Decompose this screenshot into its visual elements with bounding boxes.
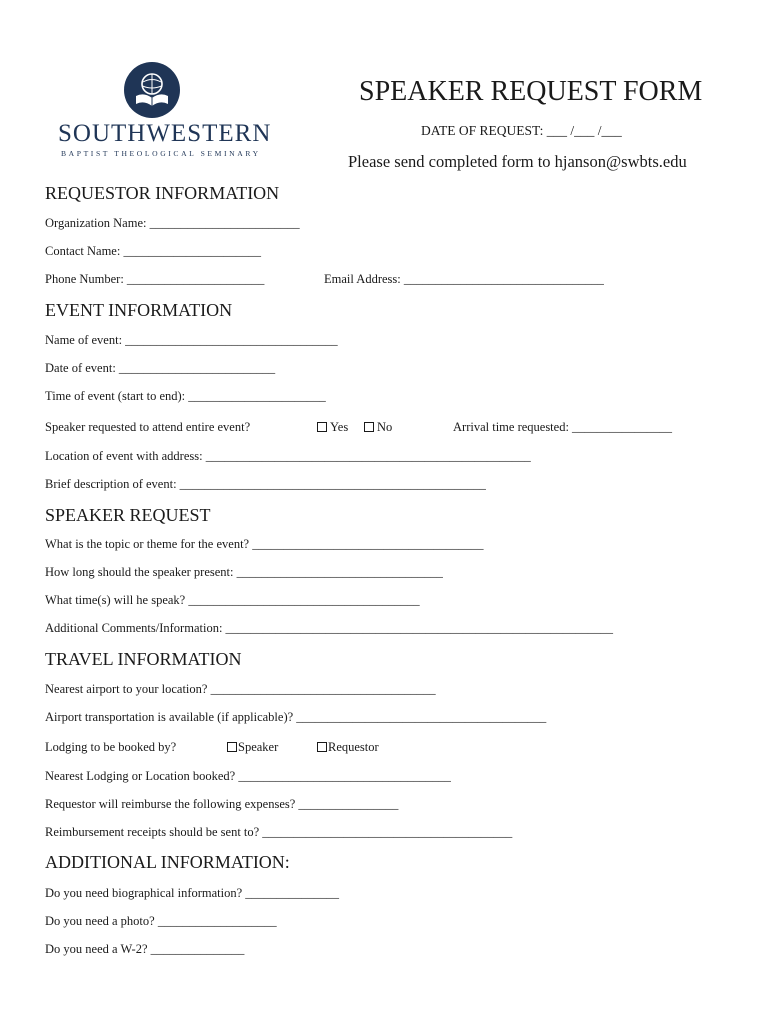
lodging-requestor-option[interactable] bbox=[317, 740, 379, 755]
requestor-option-label: Requestor bbox=[328, 740, 379, 754]
phone-number-field[interactable]: Phone Number: ______________________ bbox=[45, 272, 265, 286]
lodging-booked-by-label: Lodging to be booked by? bbox=[45, 740, 177, 754]
section-heading-speaker: SPEAKER REQUEST bbox=[45, 505, 211, 525]
speaker-option-label: Speaker bbox=[238, 740, 279, 754]
page-title: SPEAKER REQUEST FORM bbox=[359, 76, 703, 107]
seminary-logo-name: SOUTHWESTERN bbox=[58, 120, 272, 147]
arrival-time-field[interactable]: Arrival time requested: ________________ bbox=[453, 420, 673, 434]
attend-entire-event-label: Speaker requested to attend entire event? bbox=[45, 420, 251, 434]
photo-field[interactable]: Do you need a photo? ___________________ bbox=[45, 914, 277, 928]
attend-yes-option[interactable] bbox=[317, 420, 348, 435]
reimbursed-expenses-field[interactable]: Requestor will reimburse the following expenses? ________________ bbox=[45, 797, 399, 811]
event-time-field[interactable]: Time of event (start to end): ______________________ bbox=[45, 389, 326, 403]
biographical-info-field[interactable]: Do you need biographical information? _______________ bbox=[45, 886, 340, 900]
nearest-airport-field[interactable]: Nearest airport to your location? ____________________________________ bbox=[45, 682, 436, 696]
yes-checkbox[interactable] bbox=[317, 422, 327, 432]
organization-name-field[interactable]: Organization Name: ________________________ bbox=[45, 216, 300, 230]
presentation-length-field[interactable]: How long should the speaker present: _________________________________ bbox=[45, 565, 443, 579]
seminary-logo-emblem bbox=[124, 62, 180, 118]
open-book-globe-icon bbox=[124, 62, 180, 118]
event-name-field[interactable]: Name of event: __________________________________ bbox=[45, 333, 338, 347]
date-of-request-field[interactable]: DATE OF REQUEST: ___ /___ /___ bbox=[421, 123, 622, 138]
section-heading-requestor: REQUESTOR INFORMATION bbox=[45, 183, 280, 203]
topic-field[interactable]: What is the topic or theme for the event? _____________________________________ bbox=[45, 537, 484, 551]
lodging-speaker-option[interactable] bbox=[227, 740, 278, 755]
receipts-destination-field[interactable]: Reimbursement receipts should be sent to? ________________________________________ bbox=[45, 825, 513, 839]
requestor-checkbox[interactable] bbox=[317, 742, 327, 752]
section-heading-travel: TRAVEL INFORMATION bbox=[45, 649, 242, 669]
section-heading-additional: ADDITIONAL INFORMATION: bbox=[45, 852, 290, 872]
no-checkbox[interactable] bbox=[364, 422, 374, 432]
speaker-checkbox[interactable] bbox=[227, 742, 237, 752]
contact-name-field[interactable]: Contact Name: ______________________ bbox=[45, 244, 261, 258]
section-heading-event: EVENT INFORMATION bbox=[45, 300, 233, 320]
event-description-field[interactable]: Brief description of event: _________________________________________________ bbox=[45, 477, 486, 491]
no-label: No bbox=[377, 420, 393, 434]
email-address-field[interactable]: Email Address: ________________________________ bbox=[324, 272, 604, 286]
airport-transportation-field[interactable]: Airport transportation is available (if applicable)? ________________________________________ bbox=[45, 710, 547, 724]
event-date-field[interactable]: Date of event: _________________________ bbox=[45, 361, 276, 375]
w2-field[interactable]: Do you need a W-2? _______________ bbox=[45, 942, 245, 956]
send-instructions: Please send completed form to hjanson@swbts.edu bbox=[348, 152, 687, 171]
seminary-logo-subtitle: BAPTIST THEOLOGICAL SEMINARY bbox=[61, 149, 261, 158]
speaking-times-field[interactable]: What time(s) will he speak? _____________________________________ bbox=[45, 593, 420, 607]
attend-no-option[interactable] bbox=[364, 420, 392, 435]
event-location-field[interactable]: Location of event with address: ____________________________________________________ bbox=[45, 449, 531, 463]
lodging-location-field[interactable]: Nearest Lodging or Location booked? __________________________________ bbox=[45, 769, 451, 783]
additional-comments-field[interactable]: Additional Comments/Information: ______________________________________________________________ bbox=[45, 621, 614, 635]
yes-label: Yes bbox=[330, 420, 349, 434]
